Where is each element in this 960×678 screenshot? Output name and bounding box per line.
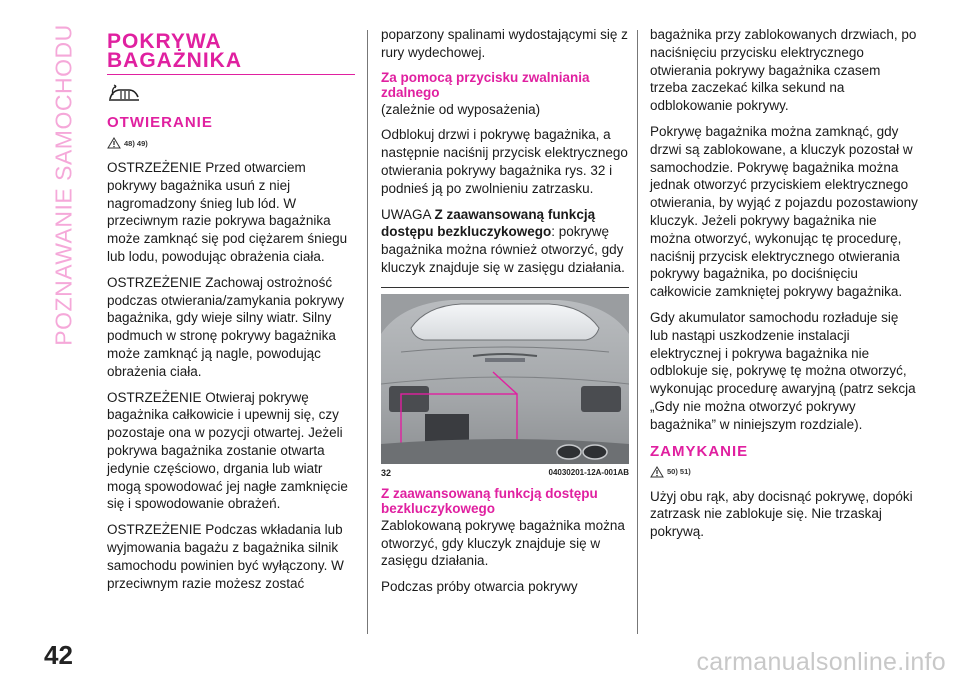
note-bold: Z zaawansowaną funkcją dostępu bezkluczykowego (381, 206, 596, 240)
figure-top-rule (381, 287, 629, 288)
page-title: POKRYWA BAGAŻNIKA (107, 30, 242, 72)
side-tab (44, 20, 84, 350)
paragraph: poparzony spalinami wydostającymi się z rury wydechowej. (381, 27, 628, 60)
paragraph: Zablokowaną pokrywę bagażnika można otworzyć, gdy kluczyk znajduje się w zasięgu działania. (381, 517, 625, 569)
note-prefix: UWAGA (381, 206, 431, 222)
subheading-remote-release: Za pomocą przycisku zwalniania zdalnego (381, 69, 590, 100)
paragraph: Podczas próby otwarcia pokrywy (381, 579, 578, 595)
side-tab-label: POZNAWANIE SAMOCHODU (50, 24, 77, 346)
column-divider (367, 30, 368, 634)
paragraph: Odblokuj drzwi i pokrywę bagażnika, a następnie naciśnij przycisk elektrycznego otwierania pokrywy bagażnika rys. 32 i podnieś ją po zwolnieniu zatrzasku. (381, 127, 628, 196)
note-rest: : pokrywę bagażnika można również otworzyć, gdy kluczyk znajduje się w zasięgu działania. (381, 224, 625, 275)
warning-paragraph: OSTRZEŻENIE Zachowaj ostrożność podczas otwierania/zamykania pokrywy bagażnika, gdy wieje silny wiatr. Silny podmuch w stronę pokrywy bagażnika może zamknąć ją nagle, powodując obrażenia ciała. (107, 274, 345, 379)
subheading-keyless: Z zaawansowaną funkcją dostępu bezkluczykowego (381, 485, 598, 516)
title-rule (107, 74, 355, 75)
column-3 (650, 26, 920, 549)
equipment-note: (zależnie od wyposażenia) (381, 101, 541, 117)
watermark: carmanualsonline.info (696, 648, 946, 676)
warning-refs: 50) 51) (650, 464, 920, 480)
figure-32 (381, 287, 629, 478)
column-1 (107, 26, 355, 600)
warning-paragraph: OSTRZEŻENIE Przed otwarciem pokrywy bagażnika usuń z niej nagromadzony śnieg lub lód. W przeciwnym razie pokrywa bagażnika może zamknąć się pod ciężarem śniegu lub lodu, powodując obrażenia ciała. (107, 160, 348, 264)
paragraph: bagażnika przy zablokowanych drzwiach, po naciśnięciu przycisku elektrycznego otwierania pokrywy bagażnika czasem trzeba zaczekać kilka sekund na odblokowanie pokrywy. (650, 27, 917, 114)
warning-paragraph: OSTRZEŻENIE Podczas wkładania lub wyjmowania bagażu z bagażnika silnik samochodu powinien być wyłączony. W przeciwnym razie możesz zostać (107, 522, 344, 591)
warning-triangle-icon (650, 466, 664, 478)
note-paragraph (381, 206, 629, 277)
paragraph: Gdy akumulator samochodu rozładuje się lub nastąpi uszkodzenie instalacji elektrycznej i pokrywa bagażnika nie odblokuje się, pokrywę tę można otworzyć, wykonując procedurę awaryjną (patrz sekcja „Gdy nie można otworzyć pokrywy bagażnika” w niniejszym rozdziale). (650, 309, 916, 432)
page-number: 42 (44, 640, 73, 670)
figure-code: 04030201-12A-001AB (548, 467, 629, 477)
section-heading-closing: ZAMYKANIE (650, 442, 749, 460)
column-2 (381, 26, 629, 604)
paragraph: Pokrywę bagażnika można zamknąć, gdy drzwi są zablokowane, a kluczyk pozostał w samochodzie. Pokrywę bagażnika można jednak otworzyć przyciskiem elektrycznego otwierania, by wyjąć z pojazdu pozostawiony kluczyk. Jeżeli pokrywy bagażnika nie można otworzyć, wykonując tę procedurę, naciśnij przycisk elektrycznego otwierania pokrywy bagażnika, po dociśnięciu całkowicie zamkniętej pokrywy bagażnika. (650, 123, 918, 300)
warning-paragraph: OSTRZEŻENIE Otwieraj pokrywę bagażnika całkowicie i upewnij się, czy pozostaje ona w pozycji otwartej. Jeżeli pokrywa bagażnika zostanie otwarta jedynie częściowo, drgania lub wiatr mogą spowodować jej nagłe zamknięcie się i spowodowanie obrażeń. (107, 389, 348, 512)
warning-refs: 48) 49) (107, 135, 355, 151)
warning-triangle-icon (107, 137, 121, 149)
paragraph: Użyj obu rąk, aby docisnąć pokrywę, dopóki zatrzask nie zablokuje się. Nie trzaskaj pokrywą. (650, 488, 913, 540)
figure-caption (381, 468, 629, 478)
column-divider (637, 30, 638, 634)
section-heading-opening: OTWIERANIE (107, 114, 213, 131)
figure-number: 32 (381, 467, 392, 478)
trunk-lid-icon (107, 83, 355, 105)
trunk-photo (381, 294, 629, 464)
